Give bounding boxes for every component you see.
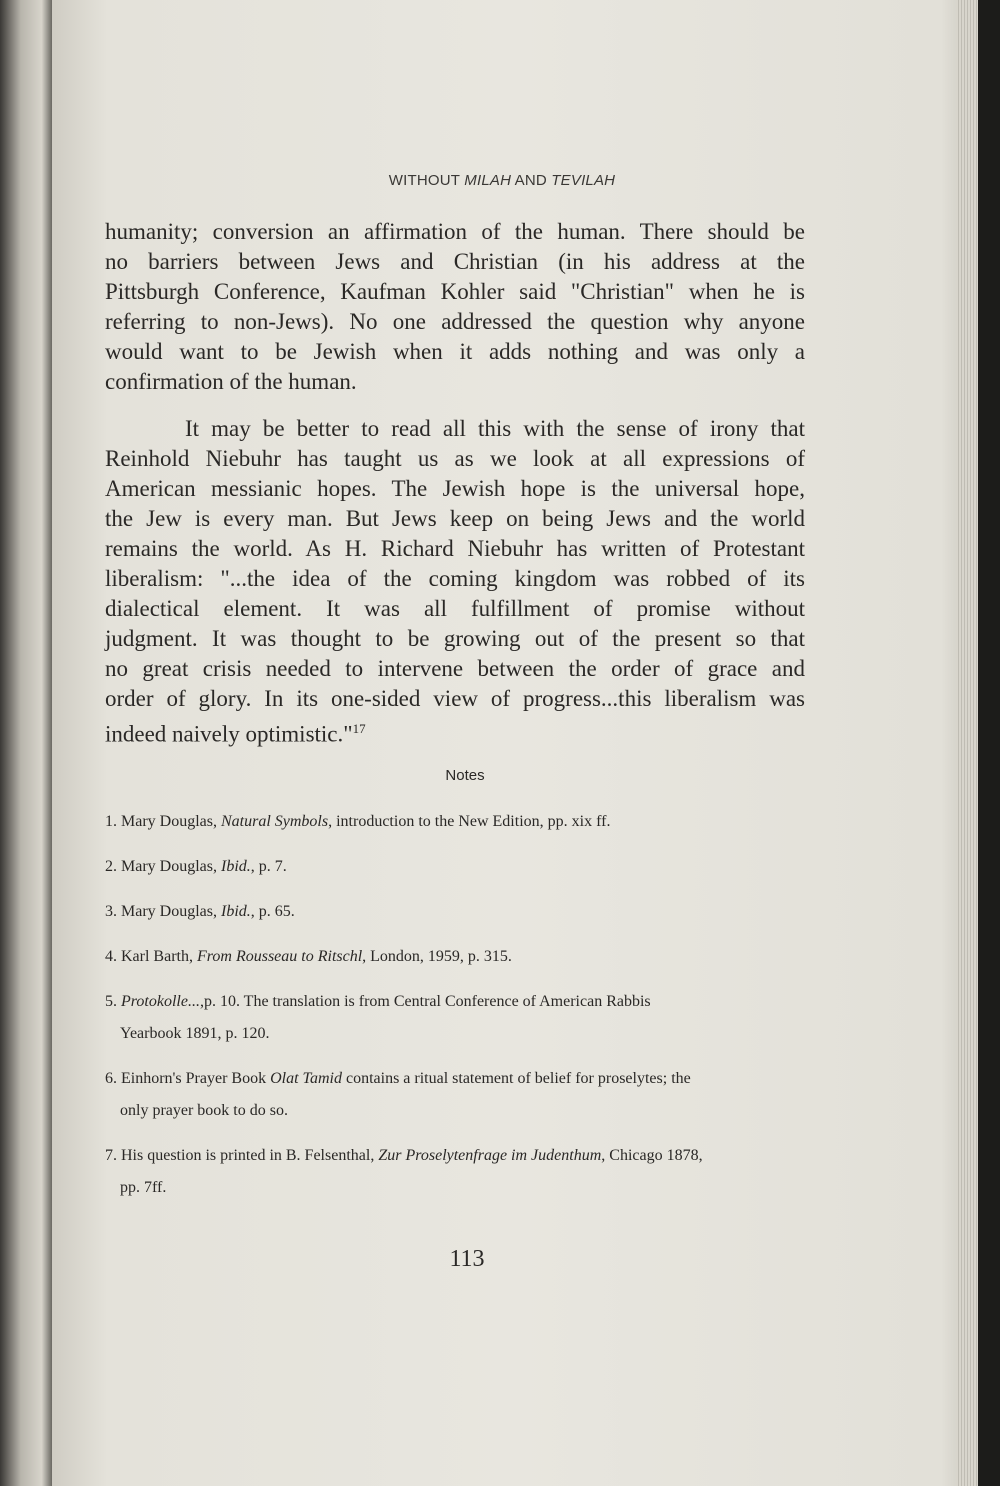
note-title: Zur Proselytenfrage im Judenthum <box>378 1147 602 1164</box>
note-continuation: only prayer book to do so. <box>120 1102 288 1119</box>
page-stack-edge <box>956 0 978 1486</box>
text-line: no barriers between Jews and Christian (in his address at the <box>105 249 805 274</box>
text-line: dialectical element. It was all fulfillment of promise without <box>105 596 805 621</box>
text-line: humanity; conversion an affirmation of the human. There should be <box>105 219 805 244</box>
running-header <box>52 172 952 189</box>
header-milah: MILAH <box>464 172 512 189</box>
note-text: 3. Mary Douglas, <box>105 903 221 920</box>
text-line: the Jew is every man. But Jews keep on being Jews and the world <box>105 506 805 531</box>
text-line: order of glory. In its one-sided view of progress...this liberalism was <box>105 686 805 711</box>
notes-list <box>105 806 825 1217</box>
note-item <box>105 986 825 1050</box>
note-text: , London, 1959, p. 315. <box>362 948 512 965</box>
header-and: AND <box>511 172 552 189</box>
note-item <box>105 1063 825 1127</box>
text-line: Pittsburgh Conference, Kaufman Kohler said "Christian" when he is <box>105 279 805 304</box>
note-text: 4. Karl Barth, <box>105 948 197 965</box>
note-item <box>105 1140 825 1204</box>
note-text: 6. Einhorn's Prayer Book <box>105 1070 271 1087</box>
text-line: liberalism: "...the idea of the coming kingdom was robbed of its <box>105 566 805 591</box>
note-text: , p. 65. <box>250 903 295 920</box>
note-item <box>105 896 825 928</box>
text-line <box>105 714 805 747</box>
note-title: Protokolle... <box>121 993 200 1010</box>
header-tevilah: TEVILAH <box>551 172 616 189</box>
note-text: 5. <box>105 993 121 1010</box>
text-line: It may be better to read all this with the sense of irony that <box>185 416 805 441</box>
text-line: confirmation of the human. <box>105 369 357 394</box>
note-text: 7. His question is printed in B. Felsenthal, <box>105 1147 379 1164</box>
previous-page-edge <box>0 0 52 1486</box>
text-line: remains the world. As H. Richard Niebuhr has written of Protestant <box>105 536 805 561</box>
note-continuation: pp. 7ff. <box>120 1179 167 1196</box>
note-item <box>105 941 825 973</box>
note-text: , introduction to the New Edition, pp. xix ff. <box>328 813 611 830</box>
note-continuation: Yearbook 1891, p. 120. <box>120 1025 270 1042</box>
note-item <box>105 851 825 883</box>
note-text: 1. Mary Douglas, <box>105 813 221 830</box>
note-title: Natural Symbols <box>220 813 329 830</box>
paragraph-1 <box>105 217 805 397</box>
note-title: From Rousseau to Ritschl <box>196 948 363 965</box>
page-number: 113 <box>449 1246 485 1272</box>
note-text: contains a ritual statement of belief for proselytes; the <box>341 1070 691 1087</box>
book-page <box>52 0 978 1486</box>
note-title: Olat Tamid <box>270 1070 342 1087</box>
note-item <box>105 806 825 838</box>
notes-heading: Notes <box>445 767 485 784</box>
header-text: WITHOUT <box>388 172 465 189</box>
note-title: Ibid. <box>220 858 251 875</box>
paragraph-2 <box>105 414 805 747</box>
text-line: no great crisis needed to intervene between the order of grace and <box>105 656 805 681</box>
note-title: Ibid. <box>220 903 251 920</box>
note-text: , p. 7. <box>250 858 287 875</box>
text-line: American messianic hopes. The Jewish hope is the universal hope, <box>105 476 805 501</box>
footnote-reference: 17 <box>352 721 366 736</box>
note-text: , Chicago 1878, <box>601 1147 703 1164</box>
text-line: referring to non-Jews). No one addressed the question why anyone <box>105 309 805 334</box>
note-text: 2. Mary Douglas, <box>105 858 221 875</box>
note-text: ,p. 10. The translation is from Central Conference of American Rabbis <box>199 993 651 1010</box>
text-line: would want to be Jewish when it adds nothing and was only a <box>105 339 805 364</box>
text-line: Reinhold Niebuhr has taught us as we look at all expressions of <box>105 446 805 471</box>
text-line-content: indeed naively optimistic." <box>105 721 353 747</box>
text-line: judgment. It was thought to be growing out of the present so that <box>105 626 805 651</box>
